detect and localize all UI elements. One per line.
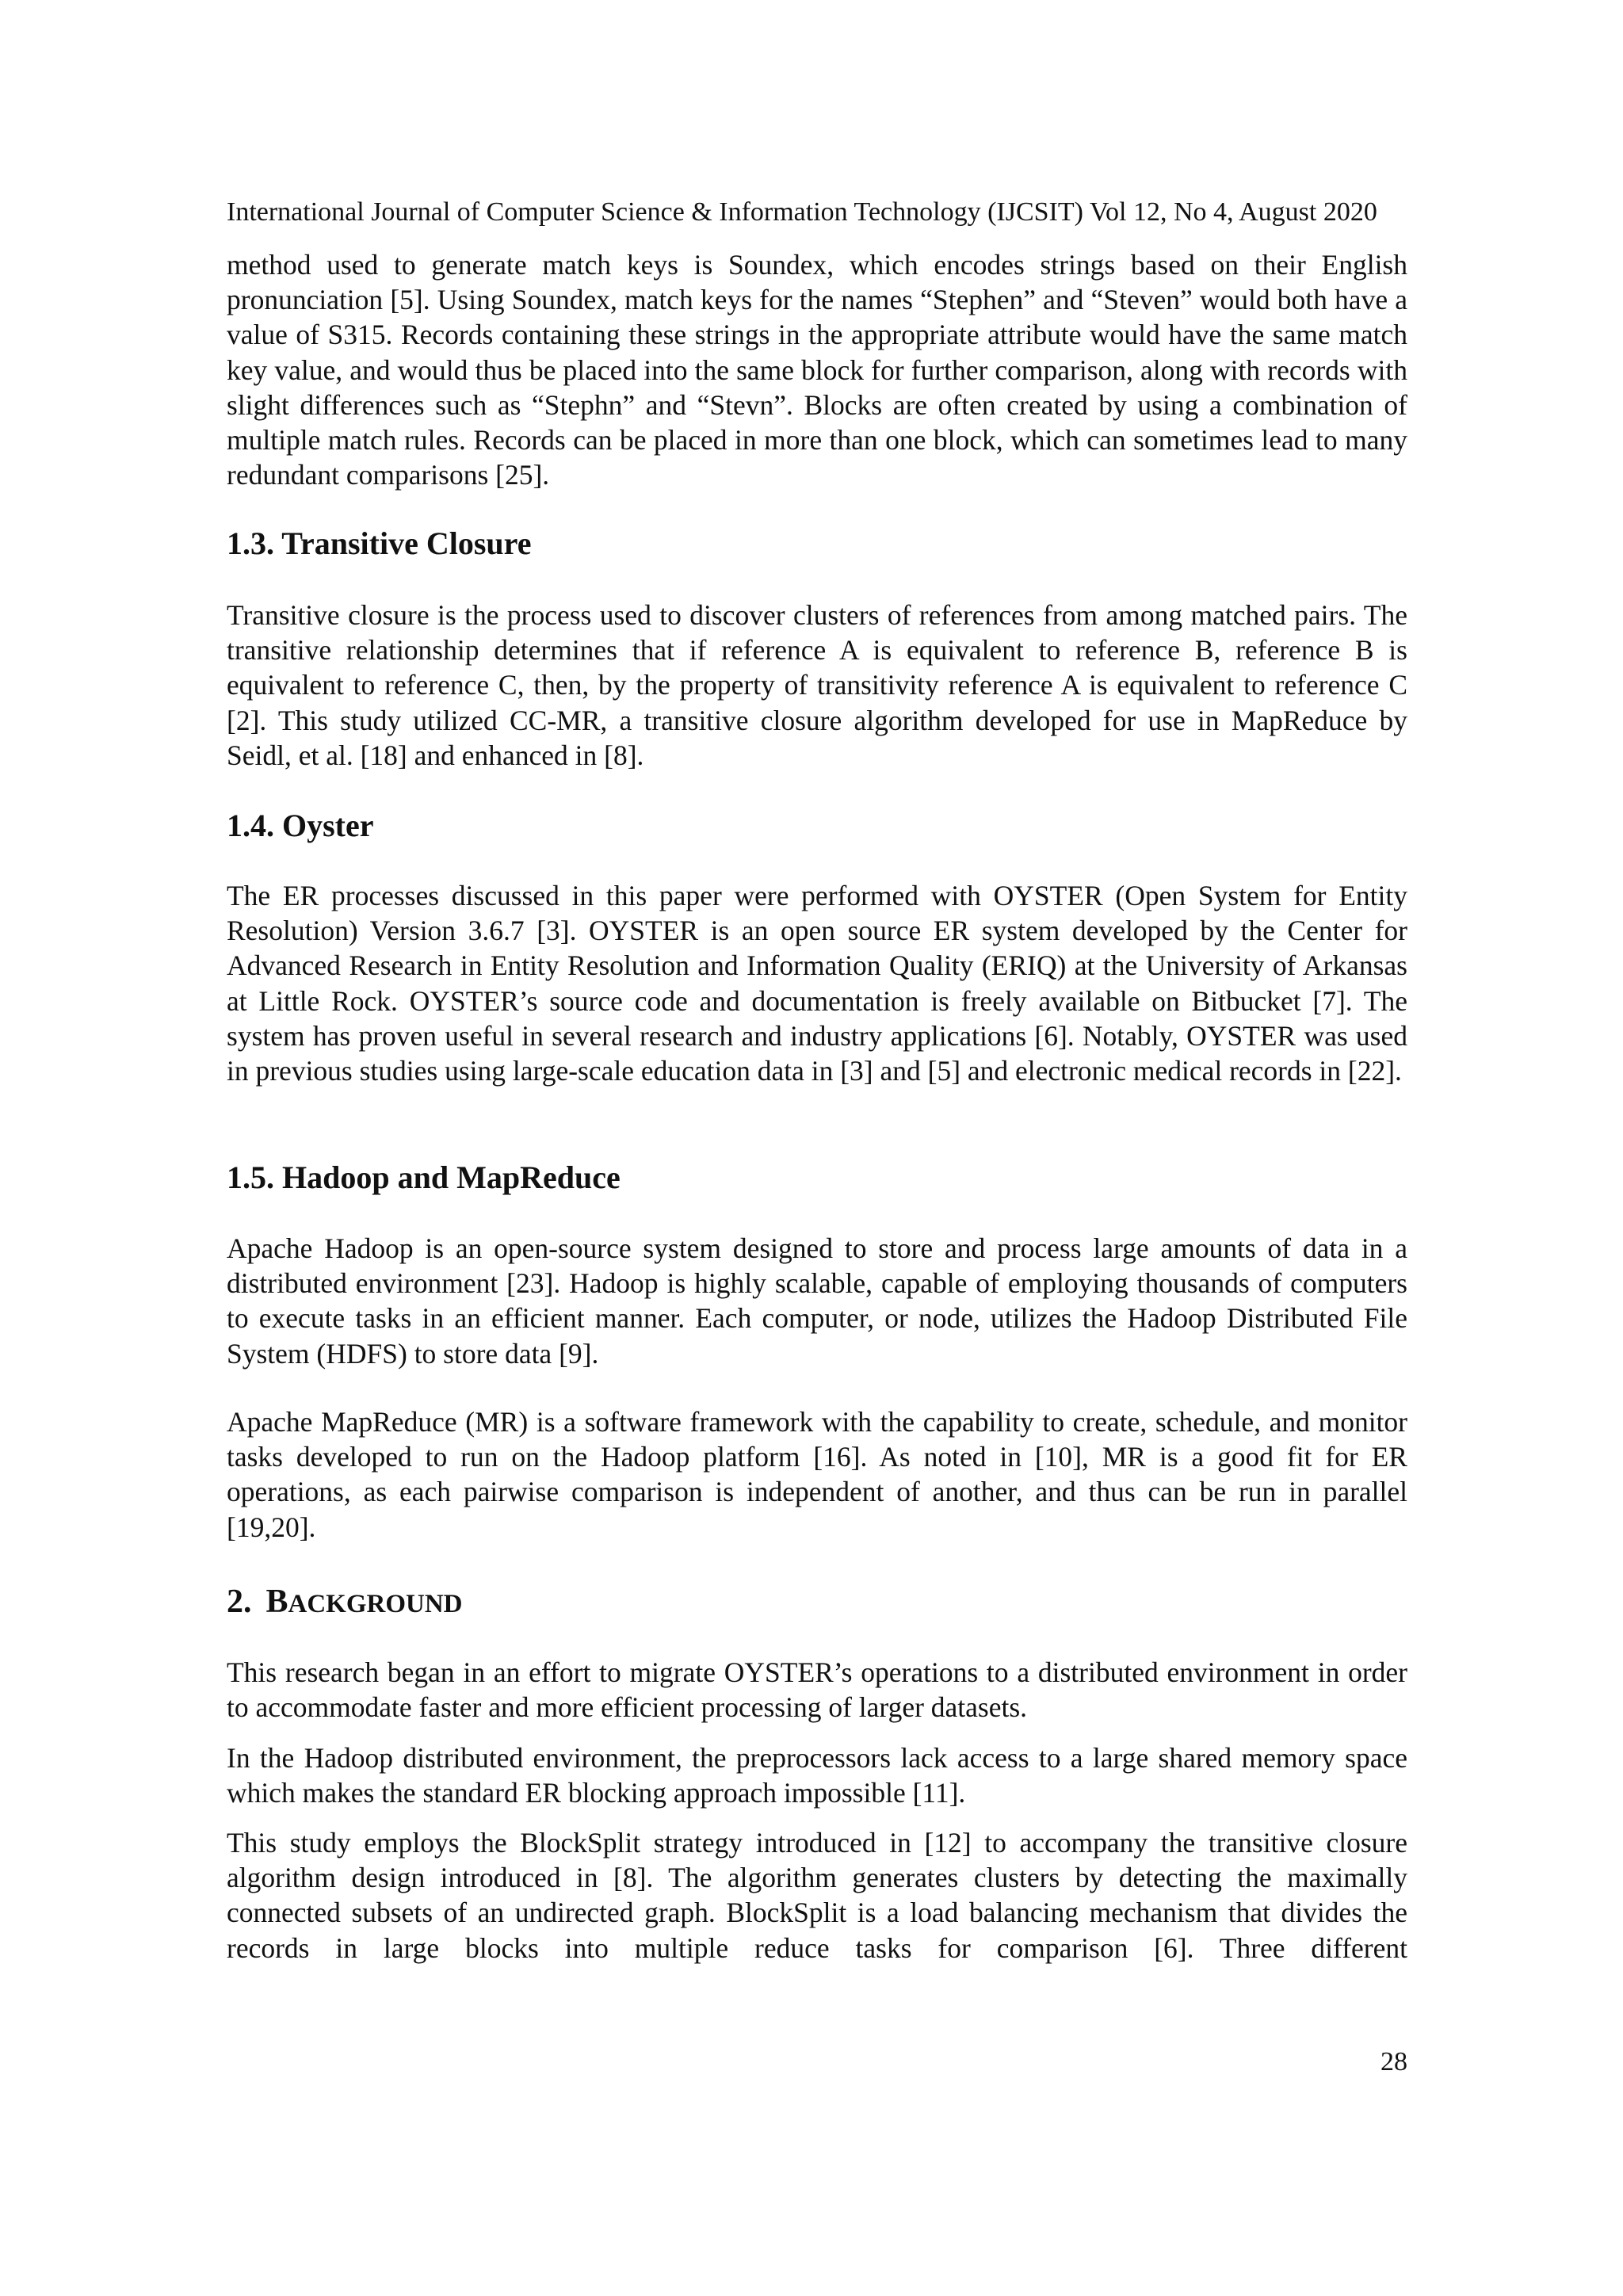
running-header: International Journal of Computer Science & Information Technology (IJCSIT) Vol 12, No 4, August 2020 [227, 197, 1377, 227]
heading-transitive-closure: 1.3. Transitive Closure [227, 525, 532, 561]
paragraph-text: In the Hadoop distributed environment, the preprocessors lack access to a large shared memory space which makes the standard ER blocking approach impossible [11]. [227, 1742, 1407, 1809]
section-title-rest: ACKGROUND [288, 1590, 463, 1618]
paragraph-text: Apache MapReduce (MR) is a software framework with the capability to create, schedule, and monitor tasks developed to run on the Hadoop platform [16]. As noted in [10], MR is a good fit for ER operations, as each pairwise comparison is independent of another, and thus can be run in parallel [19,20]. [227, 1406, 1407, 1543]
paragraph-text: The ER processes discussed in this paper were performed with OYSTER (Open System for Entity Resolution) Version 3.6.7 [3]. OYSTER is an open source ER system developed by the Center for Advanced Research in Entity Resolution and Information Quality (ERIQ) at the University of Arkansas at Little Rock. OYSTER’s source code and documentation is freely available on Bitbucket [7]. The system has proven useful in several research and industry applications [6]. Notably, OYSTER was used in previous studies using large-scale education data in [3] and [5] and electronic medical records in [22]. [227, 880, 1407, 1087]
heading-hadoop-mapreduce: 1.5. Hadoop and MapReduce [227, 1159, 621, 1195]
paragraph-oyster [227, 878, 1407, 1088]
heading-background [227, 1582, 463, 1624]
paragraph-blocksplit [227, 1825, 1407, 1966]
paragraph-text: This research began in an effort to migrate OYSTER’s operations to a distributed environment in order to accommodate faster and more efficient processing of larger datasets. [227, 1656, 1407, 1724]
section-title-initial: B [265, 1584, 288, 1620]
paragraph-text: method used to generate match keys is Soundex, which encodes strings based on their English pronunciation [5]. Using Soundex, match keys for the names “Stephen” and “Steven” would both have a value of S315. Records containing these strings in the appropriate attribute would have the same match key value, and would thus be placed into the same block for further comparison, along with records with slight differences such as “Stephn” and “Stevn”. Blocks are often created by using a combination of multiple match rules. Records can be placed in more than one block, which can sometimes lead to many redundant comparisons [25]. [227, 249, 1407, 491]
paragraph-hadoop-environment [227, 1740, 1407, 1810]
section-number: 2. [227, 1584, 252, 1620]
paragraph-text: Transitive closure is the process used to discover clusters of references from among matched pairs. The transitive relationship determines that if reference A is equivalent to reference B, reference B is equivalent to reference C, then, by the property of transitivity reference A is equivalent to reference C [2]. This study utilized CC-MR, a transitive closure algorithm developed for use in MapReduce by Seidl, et al. [18] and enhanced in [8]. [227, 599, 1407, 771]
paragraph-mapreduce [227, 1404, 1407, 1545]
paragraph-text: This study employs the BlockSplit strategy introduced in [12] to accompany the transitive closure algorithm design introduced in [8]. The algorithm generates clusters by detecting the maximally connected subsets of an undirected graph. BlockSplit is a load balancing mechanism that divides the records in large blocks into multiple reduce tasks for comparison [6]. Three different [227, 1827, 1407, 1964]
heading-oyster: 1.4. Oyster [227, 808, 374, 843]
paragraph-hadoop [227, 1231, 1407, 1371]
paragraph-text: Apache Hadoop is an open-source system designed to store and process large amounts of data in a distributed environment [23]. Hadoop is highly scalable, capable of employing thousands of computers to execute tasks in an efficient manner. Each computer, or node, utilizes the Hadoop Distributed File System (HDFS) to store data [9]. [227, 1232, 1407, 1370]
page-number: 28 [1381, 2047, 1407, 2076]
paragraph-transitive-closure [227, 598, 1407, 773]
paragraph-soundex [227, 247, 1407, 492]
paragraph-background-intro [227, 1655, 1407, 1725]
